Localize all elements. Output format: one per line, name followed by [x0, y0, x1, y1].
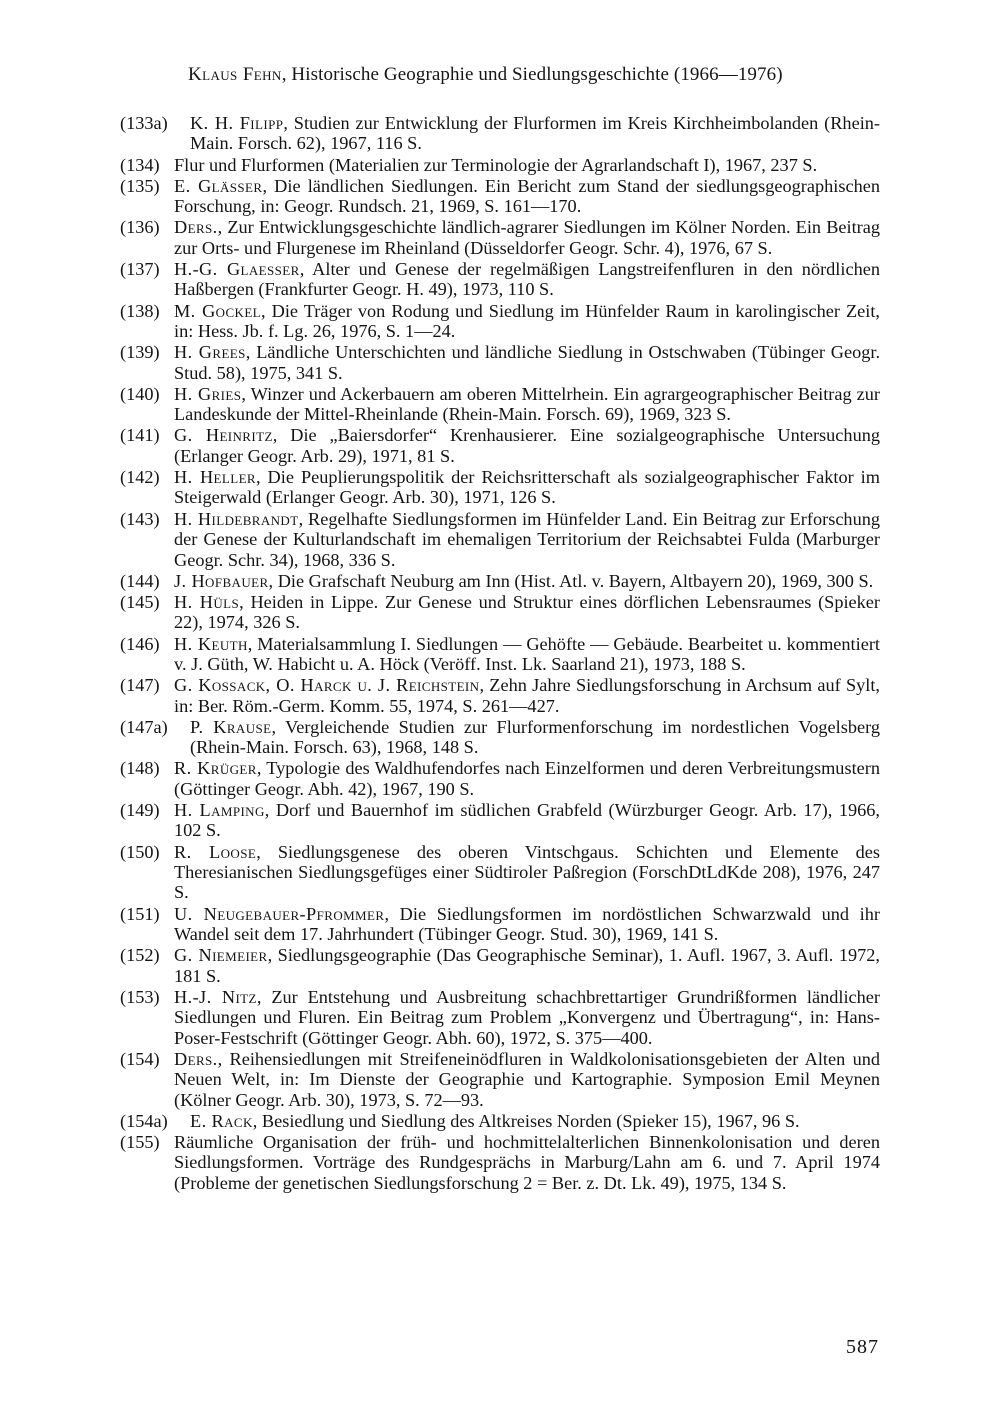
reference-text: , Siedlungsgeographie (Das Geographische Seminar), 1. Aufl. 1967, 3. Aufl. 1972, 181 S.: [174, 945, 880, 986]
reference-number: (153): [120, 986, 160, 1007]
reference-number: (143): [120, 508, 160, 529]
reference-number: (144): [120, 570, 160, 591]
reference-text: , Regelhafte Siedlungsformen im Hünfelder Land. Ein Beitrag zur Erforschung der Genese der Kulturlandschaft im ehemaligen Territorium der Reichsabtei Fulda (Marburger Geogr. Schr. 34), 1968, 336 S.: [174, 508, 880, 570]
reference-entry: [120, 842, 880, 903]
reference-text: , Zur Entstehung und Ausbreitung schachbrettartiger Grundrißformen ländlicher Siedlungen und Fluren. Ein Beitrag zum Problem „Konvergenz und Übertragung“, in: Hans-Poser-Festschrift (Göttinger Geogr. Abh. 60), 1972, S. 375—400.: [174, 986, 880, 1048]
reference-number: (133a): [120, 113, 168, 133]
reference-text: , Typologie des Waldhufendorfes nach Einzelformen und deren Verbreitungsmustern (Göttinger Geogr. Abh. 42), 1967, 190 S.: [174, 758, 880, 799]
reference-text: , Die Siedlungsformen im nordöstlichen Schwarzwald und ihr Wandel seit dem 17. Jahrhundert (Tübinger Geogr. Stud. 30), 1969, 141 S.: [174, 903, 880, 944]
reference-entry: [120, 342, 880, 383]
reference-entry: [120, 301, 880, 342]
reference-entry: [120, 800, 880, 841]
reference-author: H. Gries: [174, 383, 242, 404]
running-head-title: , Historische Geographie und Siedlungsgeschichte (1966—1976): [281, 64, 783, 85]
reference-entry: [120, 904, 880, 945]
reference-text: , Heiden in Lippe. Zur Genese und Struktur eines dörflichen Lebensraumes (Spieker 22), 1974, 326 S.: [174, 591, 881, 633]
reference-author: E. Glässer: [174, 175, 263, 196]
reference-author: Ders.: [174, 217, 218, 238]
reference-author: U. Neugebauer-Pfrommer: [174, 903, 385, 924]
reference-number: (151): [120, 903, 160, 924]
reference-entry: [120, 176, 880, 217]
reference-author: J. Hofbauer: [174, 570, 269, 591]
reference-entry: [120, 987, 880, 1048]
reference-text: , Die Träger von Rodung und Siedlung im Hünfelder Raum in karolingischer Zeit, in: Hess. Jb. f. Lg. 26, 1976, S. 1—24.: [174, 300, 880, 342]
reference-text: , Besiedlung und Siedlung des Altkreises Norden (Spieker 15), 1967, 96 S.: [252, 1110, 800, 1131]
reference-number: (148): [120, 758, 160, 779]
page-number: 587: [846, 1336, 879, 1358]
reference-number: (145): [120, 591, 160, 612]
reference-number: (150): [120, 841, 160, 862]
reference-entry: [120, 217, 880, 258]
reference-text: , Die Peuplierungspolitik der Reichsritterschaft als sozialgeographischer Faktor im Steigerwald (Erlanger Geogr. Arb. 30), 1971, 126 S.: [174, 467, 880, 508]
reference-text: , Materialsammlung I. Siedlungen — Gehöfte — Gebäude. Bearbeitet u. kommentiert v. J. Güth, W. Habicht u. A. Höck (Veröff. Inst. Lk. Saarland 21), 1973, 188 S.: [174, 633, 881, 674]
reference-number: (137): [120, 259, 160, 280]
reference-number: (154): [120, 1048, 160, 1069]
reference-text: , Studien zur Entwicklung der Flurformen im Kreis Kirchheimbolanden (Rhein-Main. Forsch. 62), 1967, 116 S.: [190, 113, 880, 154]
reference-author: H. Keuth: [174, 633, 248, 654]
reference-entry: [120, 717, 880, 758]
reference-author: M. Gockel: [174, 300, 262, 321]
reference-number: (152): [120, 945, 160, 966]
reference-text: , Winzer und Ackerbauern am oberen Mittelrhein. Ein agrargeographischer Beitrag zur Landeskunde der Mittel-Rheinlande (Rhein-Main. Forsch. 69), 1969, 323 S.: [174, 383, 880, 425]
reference-entry: [120, 425, 880, 466]
reference-number: (147a): [120, 716, 168, 737]
reference-number: (154a): [120, 1110, 168, 1131]
reference-author: H. Hüls: [174, 591, 240, 612]
reference-author: H.-J. Nitz: [174, 986, 257, 1007]
reference-number: (140): [120, 383, 160, 404]
reference-entry: [120, 571, 880, 591]
reference-number: (139): [120, 342, 160, 363]
reference-author: H.-G. Glaesser: [174, 259, 300, 280]
reference-list: [120, 113, 880, 1194]
reference-text: , Dorf und Bauernhof im südlichen Grabfeld (Würzburger Geogr. Arb. 17), 1966, 102 S.: [174, 799, 880, 841]
reference-author: H. Hildebrandt: [174, 508, 299, 529]
reference-entry: [120, 1111, 880, 1131]
reference-number: (136): [120, 217, 160, 238]
reference-entry: [120, 384, 880, 425]
reference-entry: [120, 113, 880, 154]
running-head-author: Klaus Fehn: [188, 64, 282, 85]
reference-entry: [120, 945, 880, 986]
reference-text: , Vergleichende Studien zur Flurformenforschung im nordestlichen Vogelsberg (Rhein-Main. Forsch. 63), 1968, 148 S.: [190, 716, 880, 758]
reference-text: Räumliche Organisation der früh- und hochmittelalterlichen Binnenkolonisation und deren Siedlungsformen. Vorträge des Rundgesprächs in Marburg/Lahn am 6. und 7. April 1974 (Probleme der genetischen Siedlungsforschung 2 = Ber. z. Dt. Lk. 49), 1975, 134 S.: [174, 1132, 880, 1193]
reference-number: (141): [120, 425, 160, 446]
reference-number: (134): [120, 154, 160, 175]
reference-text: , Zehn Jahre Siedlungsforschung in Archsum auf Sylt, in: Ber. Röm.-Germ. Komm. 55, 1974, S. 261—427.: [174, 675, 880, 716]
reference-number: (135): [120, 175, 160, 196]
reference-entry: [120, 592, 880, 633]
reference-author: E. Rack: [190, 1110, 253, 1131]
reference-entry: [120, 758, 880, 799]
reference-entry: [120, 1049, 880, 1110]
reference-number: (149): [120, 799, 160, 820]
reference-text: Flur und Flurformen (Materialien zur Terminologie der Agrarlandschaft I), 1967, 237 S.: [174, 154, 818, 175]
reference-author: K. H. Filipp: [190, 113, 284, 133]
running-head: [188, 64, 828, 86]
reference-text: , Ländliche Unterschichten und ländliche Siedlung in Ostschwaben (Tübinger Geogr. Stud. 58), 1975, 341 S.: [174, 342, 881, 383]
reference-entry: [120, 634, 880, 675]
reference-text: , Alter und Genese der regelmäßigen Langstreifenfluren in den nördlichen Haßbergen (Frankfurter Geogr. H. 49), 1973, 110 S.: [174, 259, 880, 300]
reference-number: (147): [120, 675, 160, 696]
reference-author: G. Heinritz: [174, 425, 273, 446]
reference-number: (138): [120, 300, 160, 321]
reference-author: H. Heller: [174, 467, 256, 488]
reference-author: R. Krüger: [174, 758, 257, 779]
reference-text: , Die „Baiersdorfer“ Krenhausierer. Eine sozialgeographische Untersuchung (Erlanger Geogr. Arb. 29), 1971, 81 S.: [174, 425, 880, 466]
reference-entry: [120, 509, 880, 570]
reference-author: H. Grees: [174, 342, 246, 363]
reference-text: , Reihensiedlungen mit Streifeneinödfluren in Waldkolonisationsgebieten der Alten und Neuen Welt, in: Im Dienste der Geographie und Kartographie. Symposion Emil Meynen (Kölner Geogr. Arb. 30), 1973, S. 72—93.: [174, 1048, 880, 1110]
reference-author: Ders.: [174, 1048, 218, 1069]
reference-author: P. Krause: [190, 716, 272, 737]
reference-entry: [120, 467, 880, 508]
reference-author: H. Lamping: [174, 799, 265, 820]
reference-entry: [120, 675, 880, 716]
reference-author: G. Kossack, O. Harck u. J. Reichstein: [174, 675, 480, 696]
reference-entry: [120, 1132, 880, 1193]
reference-author: R. Loose: [174, 841, 257, 862]
reference-entry: [120, 259, 880, 300]
reference-text: , Zur Entwicklungsgeschichte ländlich-agrarer Siedlungen im Kölner Norden. Ein Beitrag zur Orts- und Flurgenese im Rheinland (Düsseldorfer Geogr. Schr. 4), 1976, 67 S.: [174, 217, 880, 258]
reference-text: , Die Grafschaft Neuburg am Inn (Hist. Atl. v. Bayern, Altbayern 20), 1969, 300 S.: [268, 570, 874, 591]
reference-entry: [120, 155, 880, 175]
reference-text: , Siedlungsgenese des oberen Vintschgaus. Schichten und Elemente des Theresianischen Siedlungsgefüges einer Südtiroler Paßregion (ForschDtLdKde 208), 1976, 247 S.: [174, 841, 880, 903]
reference-text: , Die ländlichen Siedlungen. Ein Bericht zum Stand der siedlungsgeographischen Forschung, in: Geogr. Rundsch. 21, 1969, S. 161—170.: [174, 175, 880, 217]
reference-number: (146): [120, 633, 160, 654]
reference-number: (142): [120, 467, 160, 488]
reference-number: (155): [120, 1132, 160, 1153]
reference-author: G. Niemeier: [174, 945, 268, 966]
